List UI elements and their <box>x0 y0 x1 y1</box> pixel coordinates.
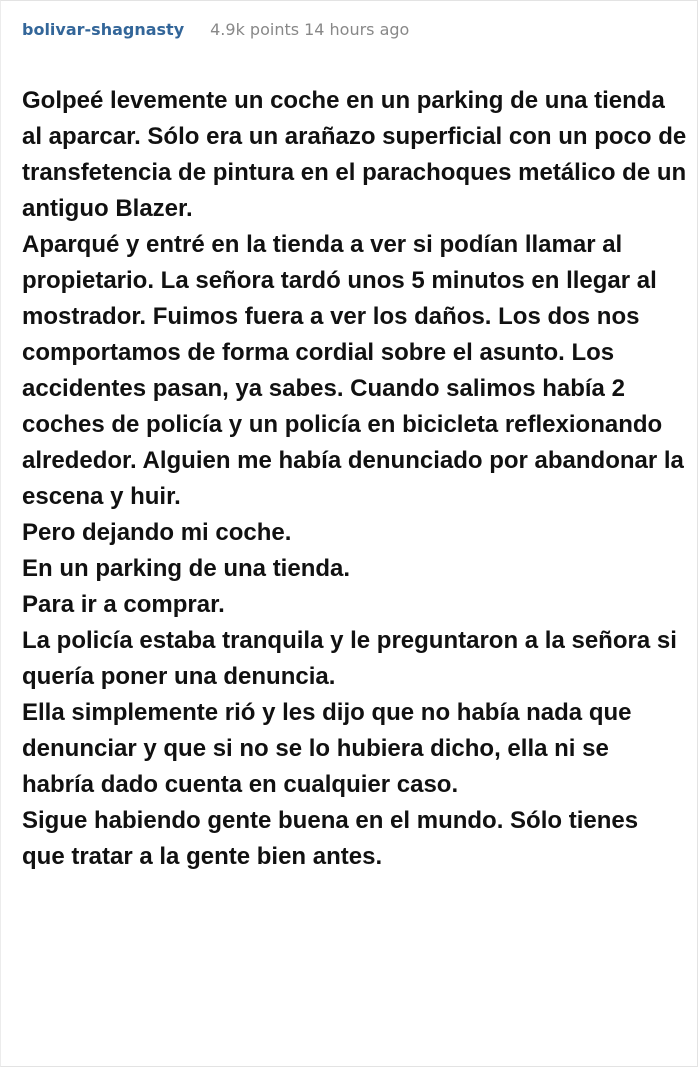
comment-paragraph: Para ir a comprar. <box>22 591 225 618</box>
timestamp: 14 hours ago <box>304 19 410 39</box>
comment-paragraph: Pero dejando mi coche. <box>22 519 292 546</box>
comment-paragraph: Golpeé levemente un coche en un parking de una tienda al aparcar. Sólo era un arañazo superficial con un poco de transfetencia de pintura en el parachoques metálico de un antiguo Blazer. <box>22 87 687 222</box>
comment-paragraph: La policía estaba tranquila y le preguntaron a la señora si quería poner una denuncia. <box>22 627 677 690</box>
comment-paragraph: En un parking de una tienda. <box>22 555 351 582</box>
points-count: 4.9k points <box>210 19 300 39</box>
comment-paragraph: Ella simplemente rió y les dijo que no había nada que denunciar y que si no se lo hubiera dicho, ella ni se habría dado cuenta en cualquier caso. <box>22 699 632 798</box>
comment-paragraph: Sigue habiendo gente buena en el mundo. Sólo tienes que tratar a la gente bien antes. <box>22 807 639 870</box>
comment-body <box>22 83 687 875</box>
comment-meta <box>22 17 409 41</box>
comment-paragraph: Aparqué y entré en la tienda a ver si podían llamar al propietario. La señora tardó unos 5 minutos en llegar al mostrador. Fuimos fuera a ver los daños. Los dos nos comportamos de forma cordial sobre el asunto. Los accidentes pasan, ya sabes. Cuando salimos había 2 coches de policía y un policía en bicicleta reflexionando alrededor. Alguien me había denunciado por abandonar la escena y huir. <box>22 231 684 510</box>
author-link[interactable]: bolivar-shagnasty <box>22 19 185 39</box>
